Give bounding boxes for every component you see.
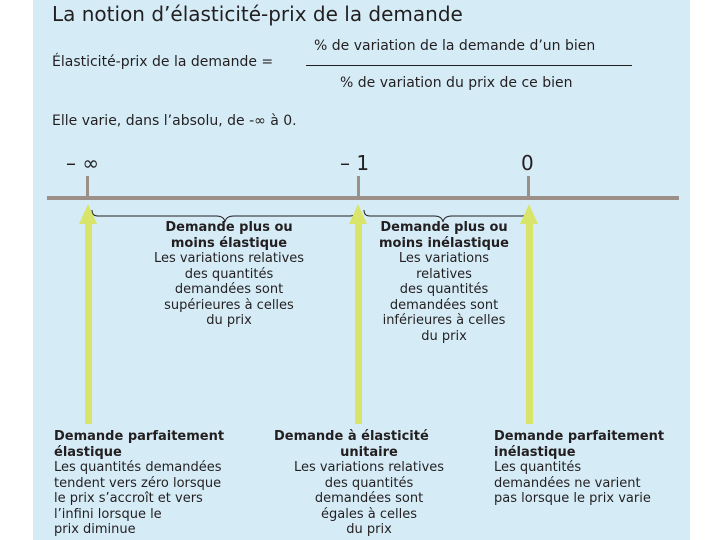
zone-inelastic-body-6: du prix xyxy=(421,328,467,344)
tick-label-minus-one: – 1 xyxy=(340,151,370,175)
case-unitary-title-1: Demande à élasticité xyxy=(274,429,429,444)
case-elastic-body-5: prix diminue xyxy=(54,522,136,537)
zone-inelastic-title-2: moins inélastique xyxy=(379,235,509,251)
axis-tick-minus-infinity xyxy=(86,176,89,198)
fraction-bar xyxy=(306,65,632,66)
case-unitary-title-2: unitaire xyxy=(340,444,398,460)
formula-denominator: % de variation du prix de ce bien xyxy=(340,75,573,91)
formula-numerator: % de variation de la demande d’un bien xyxy=(314,38,596,54)
case-elastic-body-4: l’infini lorsque le xyxy=(54,506,162,522)
zone-inelastic-body-2: relatives xyxy=(416,266,472,282)
case-inelastic-title-2: inélastique xyxy=(494,444,576,460)
axis-line xyxy=(47,196,679,200)
zone-inelastic xyxy=(362,220,526,344)
zone-elastic-title-1: Demande plus ou xyxy=(165,220,293,235)
zone-inelastic-body-5: inférieures à celles xyxy=(382,313,506,328)
case-unitary-body-1: Les variations relatives xyxy=(293,460,445,475)
case-inelastic-body-3: pas lorsque le prix varie xyxy=(494,491,651,506)
arrow-head-elastic xyxy=(79,204,97,224)
arrow-inelastic xyxy=(526,222,533,424)
case-inelastic-body-1: Les quantités xyxy=(494,460,582,475)
zone-elastic-body-3: demandées sont xyxy=(174,282,284,297)
arrow-unitary xyxy=(355,222,362,424)
case-elastic-title-2: élastique xyxy=(54,444,122,460)
case-elastic-body-3: le prix s’accroît et vers xyxy=(54,491,203,506)
zone-elastic-title-2: moins élastique xyxy=(170,235,288,251)
case-unitary-body-2: des quantités xyxy=(324,475,414,491)
formula-label: Élasticité-prix de la demande = xyxy=(52,54,274,70)
page-title: La notion d’élasticité-prix de la demande xyxy=(52,2,463,26)
zone-inelastic-body-4: demandées sont xyxy=(389,297,499,313)
zone-elastic xyxy=(118,220,340,329)
zone-elastic-body-1: Les variations relatives xyxy=(153,251,305,266)
case-elastic-body-2: tendent vers zéro lorsque xyxy=(54,475,222,491)
case-unitary-body-3: demandées sont xyxy=(314,491,424,506)
case-unitary-body-5: du prix xyxy=(346,522,392,537)
tick-label-minus-infinity: – ∞ xyxy=(66,151,100,175)
axis-tick-minus-one xyxy=(357,176,360,198)
arrow-elastic xyxy=(85,222,92,424)
case-inelastic-body-2: demandées ne varient xyxy=(494,475,641,491)
case-perfectly-elastic xyxy=(54,429,264,538)
case-elastic-body-1: Les quantités demandées xyxy=(54,460,222,475)
zone-inelastic-body-1: Les variations xyxy=(398,251,490,266)
case-unitary-body-4: égales à celles xyxy=(321,506,417,522)
axis-tick-zero xyxy=(527,176,530,198)
case-inelastic-title-1: Demande parfaitement xyxy=(494,429,665,444)
zone-inelastic-title-1: Demande plus ou xyxy=(380,220,508,235)
case-perfectly-inelastic xyxy=(494,429,686,507)
zone-elastic-body-5: du prix xyxy=(206,313,252,328)
zone-inelastic-body-3: des quantités xyxy=(399,282,489,297)
zone-elastic-body-4: supérieures à celles xyxy=(164,297,294,313)
zone-elastic-body-2: des quantités xyxy=(184,266,274,282)
tick-label-zero: 0 xyxy=(521,151,534,175)
range-text: Elle varie, dans l’absolu, de -∞ à 0. xyxy=(52,113,297,129)
case-elastic-title-1: Demande parfaitement xyxy=(54,429,225,444)
case-unitary xyxy=(274,429,464,538)
